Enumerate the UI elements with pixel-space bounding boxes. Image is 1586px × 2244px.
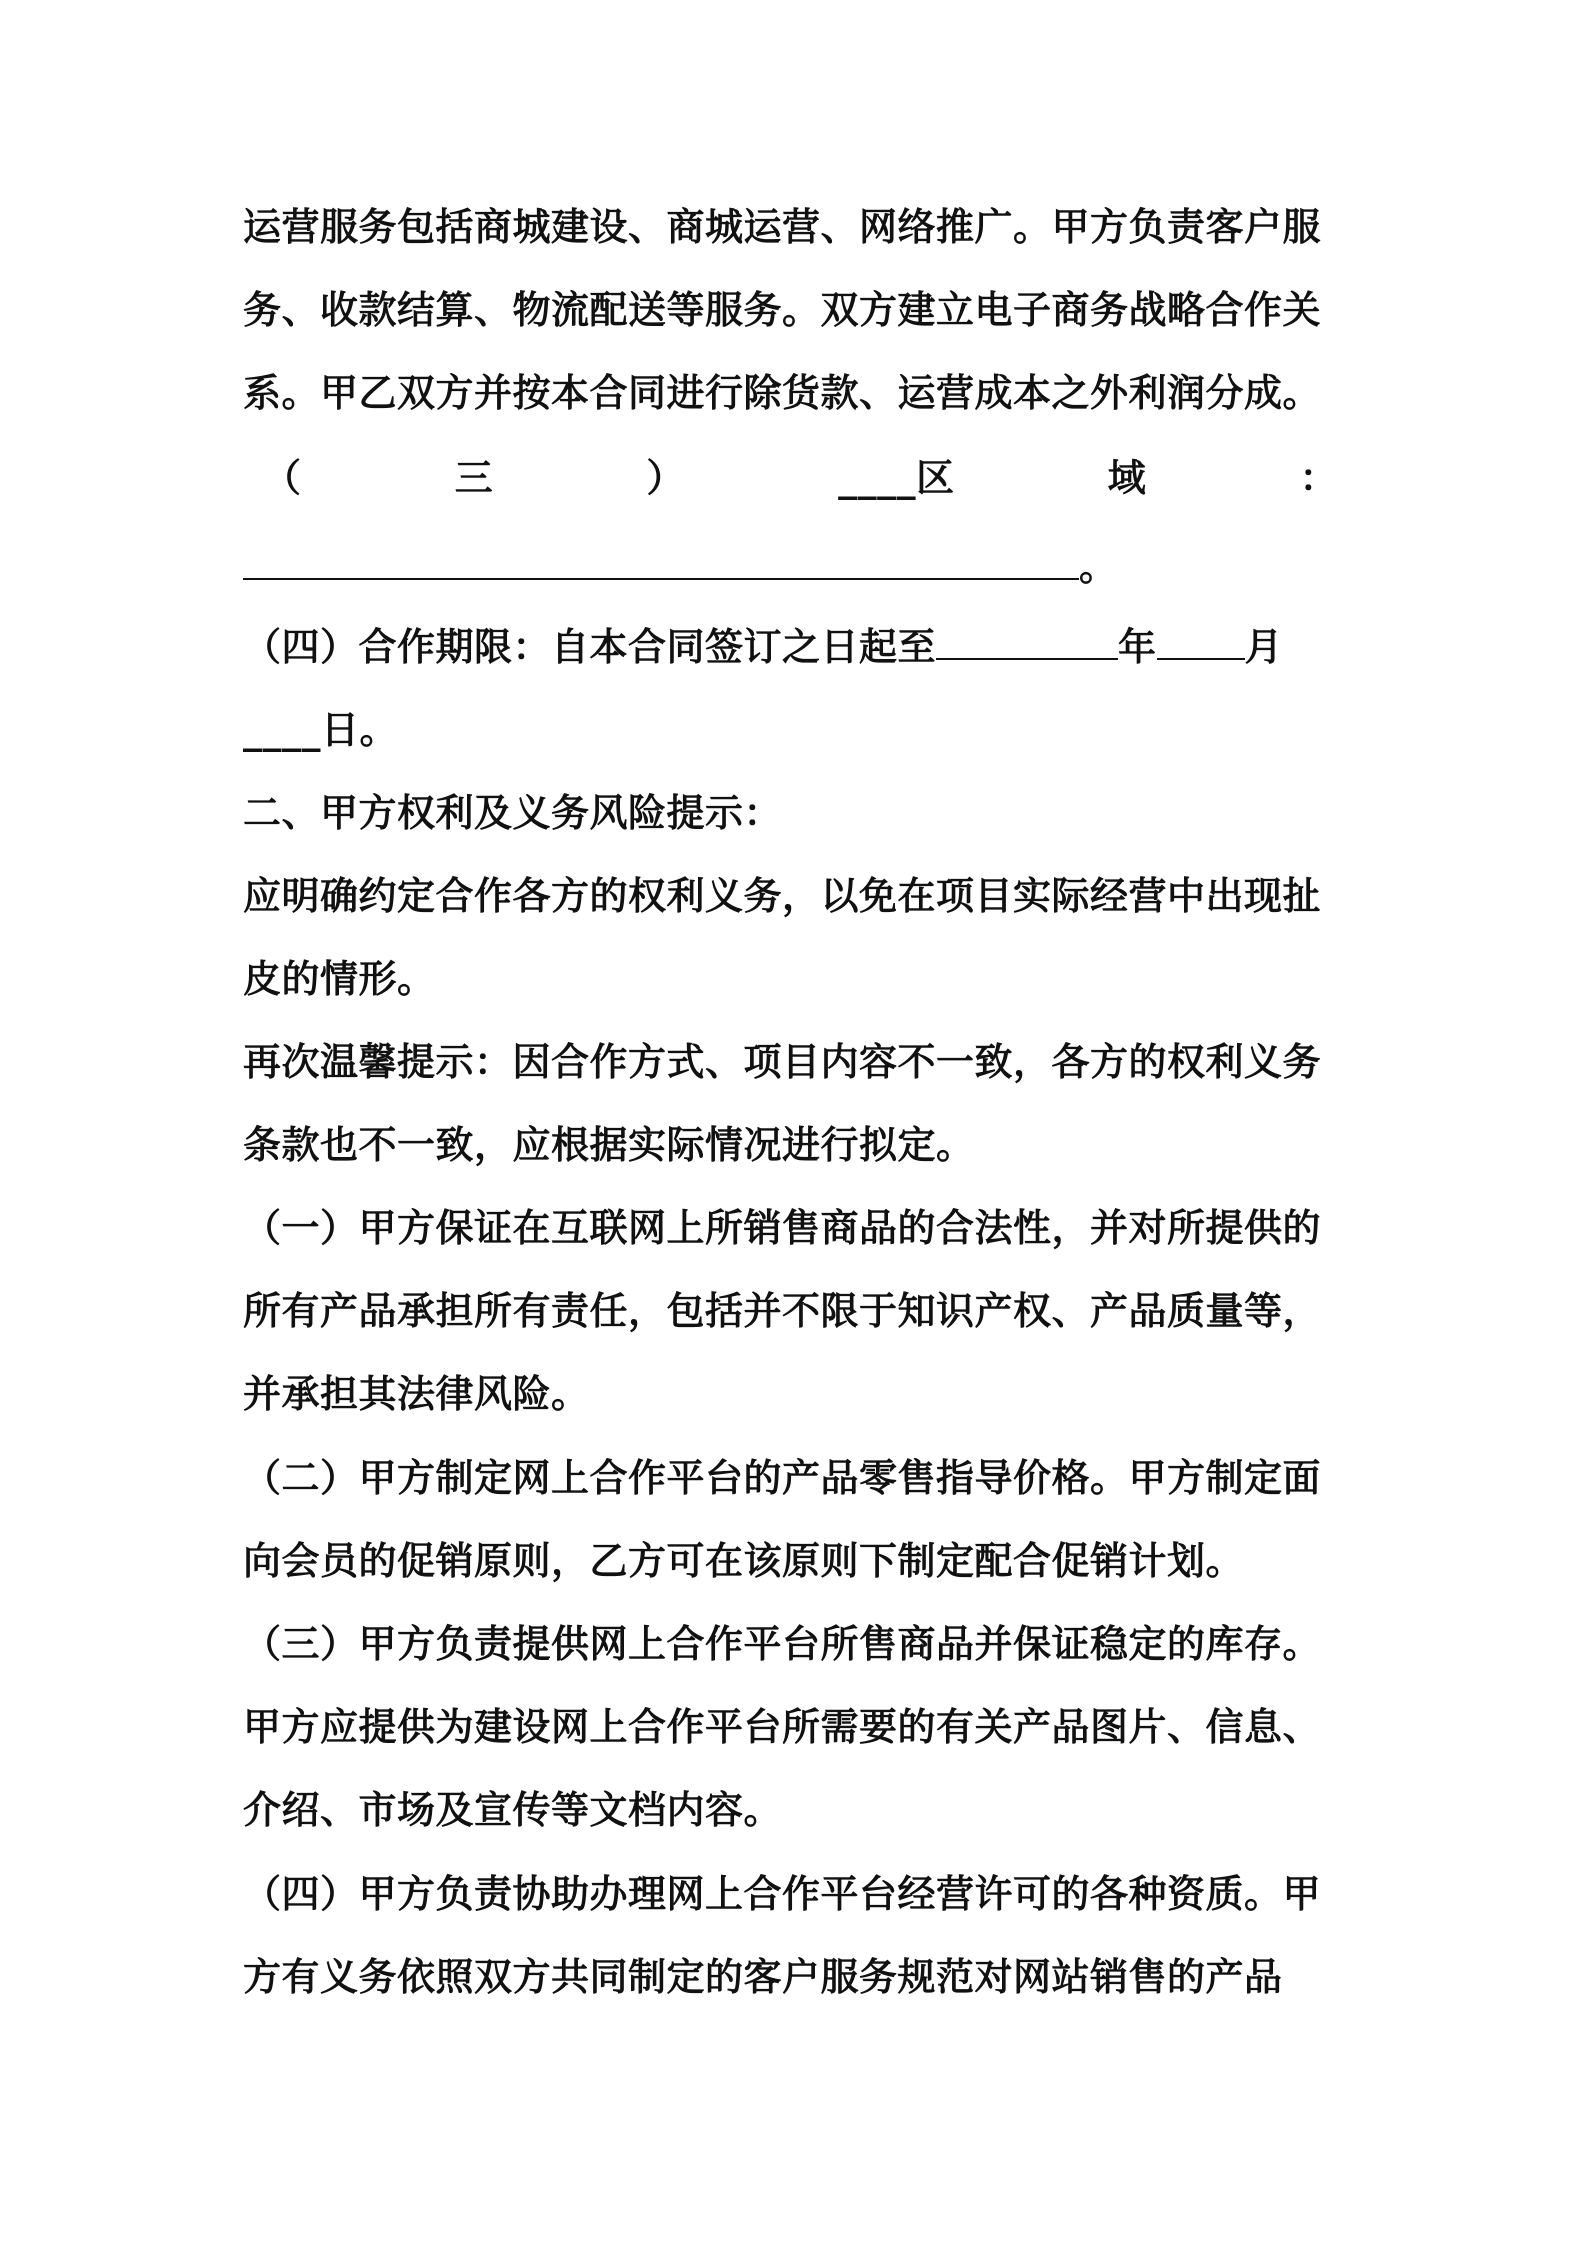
region-label-mid: 域	[1107, 456, 1147, 500]
reminder-line: 再次温馨提示：因合作方式、项目内容不一致，各方的权利义务	[243, 1040, 1322, 1084]
region-blank	[243, 574, 1079, 580]
period-prefix: （四）合作期限：自本合同签订之日起至	[243, 625, 937, 669]
period-line-2	[243, 689, 1358, 772]
region-label-prefix: ____区	[838, 456, 955, 500]
period-line-1	[243, 606, 1358, 689]
clause-line: 方有义务依照双方共同制定的客户服务规范对网站销售的产品	[243, 1955, 1283, 1999]
section-2	[243, 772, 1358, 1187]
clause-line: （二）甲方制定网上合作平台的产品零售指导价格。甲方制定面	[243, 1456, 1322, 1500]
day-label: 日。	[321, 708, 399, 752]
clause-4	[243, 1853, 1358, 2019]
year-label: 年	[1118, 625, 1157, 669]
clause-line: 介绍、市场及宣传等文档内容。	[243, 1788, 783, 1832]
text-line: 系。甲乙双方并按本合同进行除货款、运营成本之外利润分成。	[243, 371, 1322, 415]
region-fill-end: 。	[1079, 545, 1118, 589]
text-line: 务、收款结算、物流配送等服务。双方建立电子商务战略合作关	[243, 288, 1322, 332]
clause-3	[243, 1603, 1358, 1852]
clause-line: 所有产品承担所有责任，包括并不限于知识产权、产品质量等，	[243, 1289, 1322, 1333]
day-blank: ____	[243, 708, 321, 752]
text-line: 运营服务包括商城建设、商城运营、网络推广。甲方负责客户服	[243, 205, 1322, 249]
region-fill-line	[243, 526, 1358, 609]
clause-line: （三）甲方负责提供网上合作平台所售商品并保证稳定的库存。	[243, 1622, 1322, 1666]
clause-line: （一）甲方保证在互联网上所销售商品的合法性，并对所提供的	[243, 1206, 1322, 1250]
clause-line: 向会员的促销原则，乙方可在该原则下制定配合促销计划。	[243, 1539, 1245, 1583]
clause-line: 甲方应提供为建设网上合作平台所需要的有关产品图片、信息、	[243, 1705, 1322, 1749]
region-paren-close: ）	[646, 456, 685, 500]
clause-1	[243, 1187, 1358, 1436]
region-clause	[243, 437, 1358, 609]
month-blank	[1157, 654, 1245, 660]
intro-paragraph	[243, 186, 1358, 435]
region-colon: ：	[1299, 456, 1338, 500]
region-heading-line	[243, 437, 1358, 520]
clause-line: 并承担其法律风险。	[243, 1372, 590, 1416]
risk-note-line: 皮的情形。	[243, 957, 436, 1001]
region-paren-open: （	[263, 456, 302, 500]
period-clause	[243, 606, 1358, 772]
section-2-title: 二、甲方权利及义务风险提示：	[243, 791, 783, 835]
month-label: 月	[1244, 625, 1284, 669]
clause-2	[243, 1437, 1358, 1603]
year-blank	[936, 654, 1118, 660]
clause-line: （四）甲方负责协助办理网上合作平台经营许可的各种资质。甲	[243, 1872, 1322, 1916]
reminder-line: 条款也不一致，应根据实际情况进行拟定。	[243, 1123, 975, 1167]
risk-note-line: 应明确约定合作各方的权利义务，以免在项目实际经营中出现扯	[243, 874, 1322, 918]
region-number: 三	[454, 456, 494, 500]
